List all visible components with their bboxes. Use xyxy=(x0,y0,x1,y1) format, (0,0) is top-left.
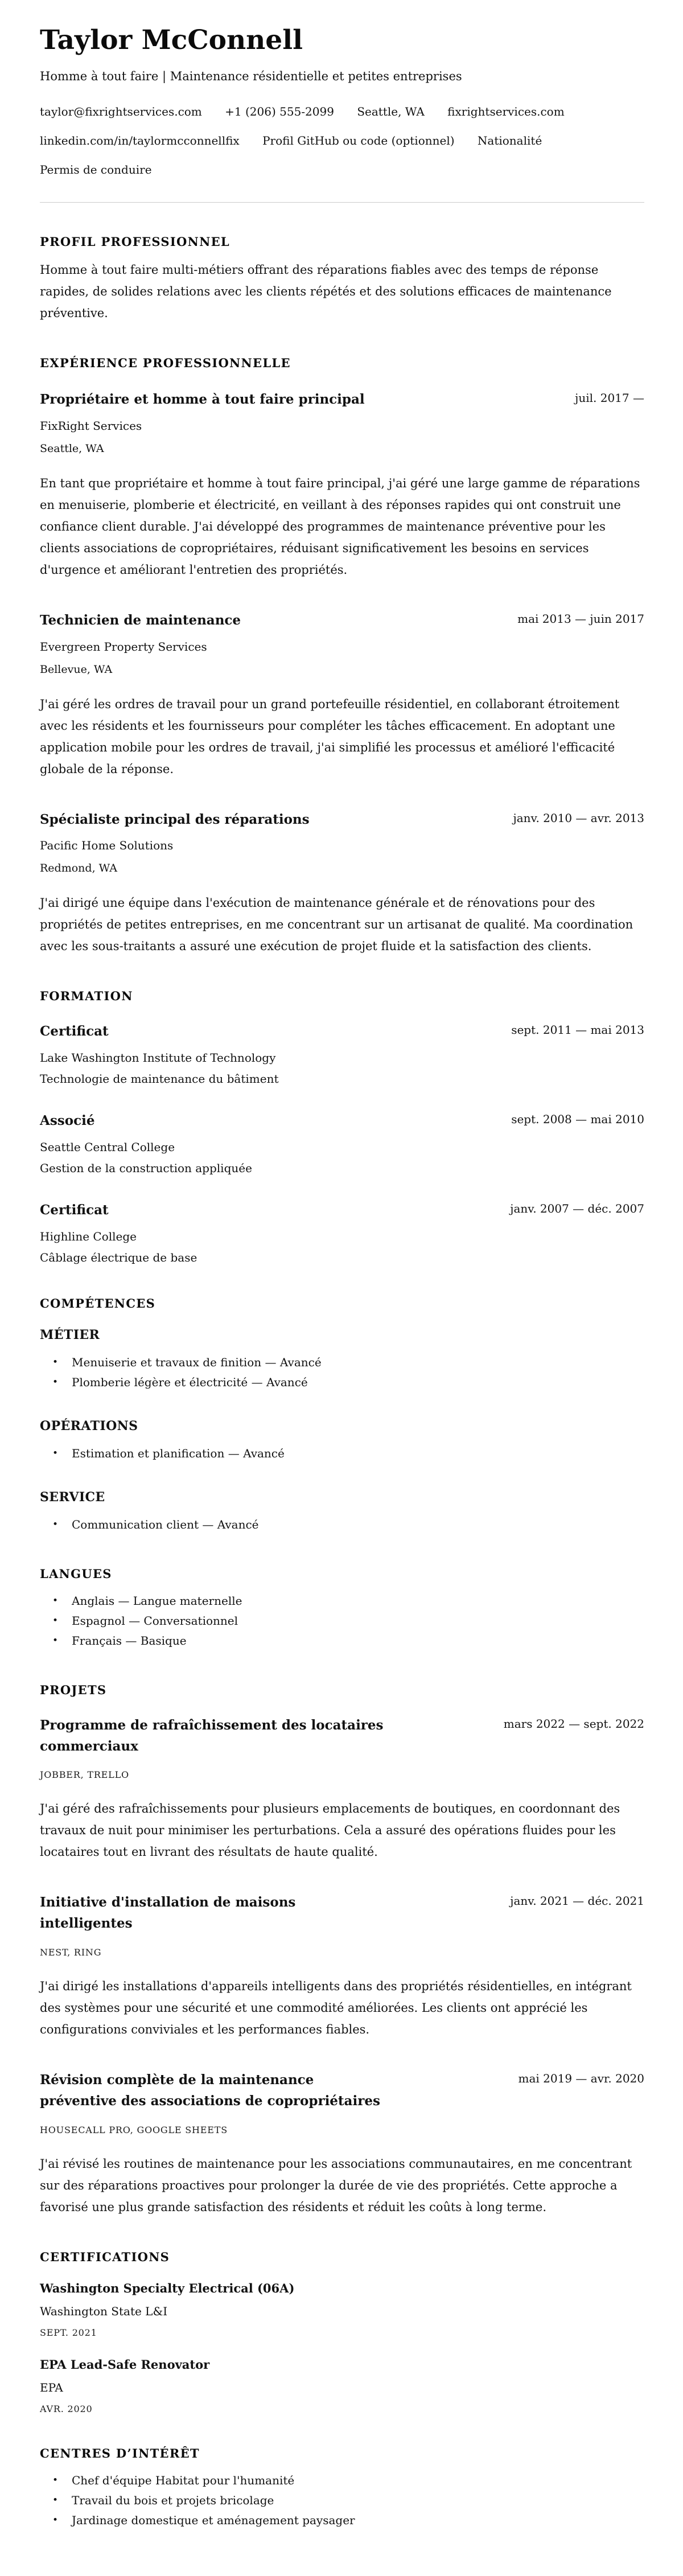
education-dates: janv. 2007 — déc. 2007 xyxy=(510,1202,644,1216)
contact-location: Seattle, WA xyxy=(357,105,425,119)
education-dates: sept. 2011 — mai 2013 xyxy=(511,1023,644,1037)
certification-date: SEPT. 2021 xyxy=(40,2327,97,2338)
job-header xyxy=(40,610,644,631)
section-title-experience: EXPÉRIENCE PROFESSIONNELLE xyxy=(40,356,291,371)
degree: Associé xyxy=(40,1113,95,1129)
project-dates: janv. 2021 — déc. 2021 xyxy=(510,1894,644,1908)
skill-item: • Communication client — Avancé xyxy=(40,1515,644,1535)
job-company: Evergreen Property Services xyxy=(40,639,207,654)
job-location: Seattle, WA xyxy=(40,442,104,455)
contact-nationality: Nationalité xyxy=(477,134,542,148)
section-title-education: FORMATION xyxy=(40,989,133,1004)
job-dates: mai 2013 — juin 2017 xyxy=(517,611,644,626)
field-of-study: Gestion de la construction appliquée xyxy=(40,1161,252,1176)
interest-item: • Jardinage domestique et aménagement paysager xyxy=(40,2511,644,2530)
education-header xyxy=(40,1200,644,1221)
section-languages xyxy=(40,1567,644,1651)
job-location: Redmond, WA xyxy=(40,862,117,875)
skill-item: • Estimation et planification — Avancé xyxy=(40,1444,644,1464)
job-location: Bellevue, WA xyxy=(40,663,113,676)
certification-issuer: EPA xyxy=(40,2380,63,2394)
skill-list xyxy=(40,1353,644,1392)
project-description: J'ai révisé les routines de maintenance pour les associations communautaires, en me concentrant sur des réparations proactives pour prolonger la durée de vie des propriétés. Cette approche a favorisé une plus grande satisfaction des résidents et réduit les coûts à long terme. xyxy=(40,2156,632,2214)
section-profile xyxy=(40,235,644,324)
certification-name: EPA Lead-Safe Renovator xyxy=(40,2357,210,2372)
job-header xyxy=(40,810,644,831)
project-header xyxy=(40,2070,644,2112)
skill-group xyxy=(40,1490,644,1535)
interest-item: • Chef d'équipe Habitat pour l'humanité xyxy=(40,2471,644,2491)
project-dates: mars 2022 — sept. 2022 xyxy=(503,1716,644,1731)
certification-date: AVR. 2020 xyxy=(40,2403,93,2414)
section-projects xyxy=(40,1683,644,2218)
field-of-study: Câblage électrique de base xyxy=(40,1250,198,1264)
interest-item: • Travail du bois et projets bricolage xyxy=(40,2491,644,2511)
contact-row-3 xyxy=(40,163,644,176)
project-description: J'ai géré des rafraîchissements pour plusieurs emplacements de boutiques, en coordonnant des travaux de nuit pour minimiser les perturbations. Cela a assuré des opérations fluides pour les locataires tout en livrant des résultats de haute qualité. xyxy=(40,1802,620,1859)
contact-row-1 xyxy=(40,105,644,118)
job-description: J'ai dirigé une équipe dans l'exécution de maintenance générale et de rénovations pour des propriétés de petites entreprises, en me concentrant sur un artisanat de qualité. Ma coordination avec les sous-traitants a assuré une exécution de projet fluide et la satisfaction des clients. xyxy=(40,896,633,954)
job-company: Pacific Home Solutions xyxy=(40,839,174,853)
certification-entry xyxy=(40,2357,644,2414)
school: Lake Washington Institute of Technology xyxy=(40,1051,276,1065)
certification-issuer: Washington State L&I xyxy=(40,2304,168,2318)
section-title-interests: CENTRES D’INTÉRÊT xyxy=(40,2446,200,2460)
job-dates: janv. 2010 — avr. 2013 xyxy=(513,811,644,825)
header-divider xyxy=(40,202,644,203)
section-title-profile: PROFIL PROFESSIONNEL xyxy=(40,235,230,249)
project-title: Révision complète de la maintenance préventive des associations de copropriétaires xyxy=(40,2072,380,2109)
section-title-projects: PROJETS xyxy=(40,1682,107,1697)
degree: Certificat xyxy=(40,1202,109,1218)
section-experience xyxy=(40,356,644,957)
education-dates: sept. 2008 — mai 2010 xyxy=(511,1112,644,1127)
skill-list xyxy=(40,1444,644,1464)
language-item: • Anglais — Langue maternelle xyxy=(40,1591,644,1611)
degree: Certificat xyxy=(40,1024,109,1040)
tagline: Homme à tout faire | Maintenance résidentielle et petites entreprises xyxy=(40,69,462,84)
skill-item: • Menuiserie et travaux de finition — Avancé xyxy=(40,1353,644,1373)
project-title: Programme de rafraîchissement des locataires commerciaux xyxy=(40,1717,384,1754)
job-entry xyxy=(40,810,644,958)
page-title: Taylor McConnell xyxy=(40,24,303,56)
contact-email: taylor@fixrightservices.com xyxy=(40,105,202,119)
skill-group-name: SERVICE xyxy=(40,1489,105,1505)
skill-group-name: OPÉRATIONS xyxy=(40,1418,138,1433)
skill-list xyxy=(40,1515,644,1535)
certification-name: Washington Specialty Electrical (06A) xyxy=(40,2281,295,2295)
section-title-certifications: CERTIFICATIONS xyxy=(40,2249,170,2264)
job-title: Spécialiste principal des réparations xyxy=(40,811,310,827)
profile-text: Homme à tout faire multi-métiers offrant des réparations fiables avec des temps de réponse rapides, de solides relations avec les clients répétés et des solutions efficaces de maintenance préventive. xyxy=(40,263,612,321)
skill-group xyxy=(40,1419,644,1464)
language-item: • Espagnol — Conversationnel xyxy=(40,1611,644,1631)
section-interests xyxy=(40,2446,644,2530)
project-entry xyxy=(40,1892,644,2040)
job-dates: juil. 2017 — xyxy=(575,391,644,405)
section-skills xyxy=(40,1296,644,1535)
section-education xyxy=(40,989,644,1264)
job-title: Technicien de maintenance xyxy=(40,612,241,628)
section-title-skills: COMPÉTENCES xyxy=(40,1296,156,1310)
project-title: Initiative d'installation de maisons intelligentes xyxy=(40,1895,296,1932)
project-entry xyxy=(40,1715,644,1863)
job-title: Propriétaire et homme à tout faire principal xyxy=(40,392,365,408)
certification-entry xyxy=(40,2281,644,2338)
project-description: J'ai dirigé les installations d'appareils intelligents dans des propriétés résidentielles, en intégrant des systèmes pour une sécurité et une commodité améliorées. Les clients ont apprécié les configurations conviviales et les performances fiables. xyxy=(40,1979,632,2037)
project-dates: mai 2019 — avr. 2020 xyxy=(518,2072,644,2086)
job-description: En tant que propriétaire et homme à tout faire principal, j'ai géré une large gamme de réparations en menuiserie, plomberie et électricité, en veillant à des réponses rapides qui ont construit une confiance client durable. J'ai développé des programmes de maintenance préventive pour les clients associations de copropriétaires, réduisant significativement les besoins en services d'urgence et améliorant l'entretien des propriétés. xyxy=(40,476,640,577)
section-certifications xyxy=(40,2250,644,2414)
education-entry xyxy=(40,1111,644,1175)
project-tools: NEST, RING xyxy=(40,1947,102,1958)
education-header xyxy=(40,1021,644,1042)
job-header xyxy=(40,389,644,410)
project-header xyxy=(40,1715,644,1757)
contact-row-2 xyxy=(40,134,644,147)
education-entry xyxy=(40,1200,644,1264)
school: Seattle Central College xyxy=(40,1140,175,1155)
project-entry xyxy=(40,2070,644,2218)
section-title-languages: LANGUES xyxy=(40,1566,112,1581)
job-entry xyxy=(40,389,644,581)
contact-phone: +1 (206) 555-2099 xyxy=(225,105,334,119)
project-header xyxy=(40,1892,644,1934)
field-of-study: Technologie de maintenance du bâtiment xyxy=(40,1072,279,1086)
project-tools: JOBBER, TRELLO xyxy=(40,1769,129,1781)
contact-website: fixrightservices.com xyxy=(447,105,565,119)
job-entry xyxy=(40,610,644,780)
skill-item: • Plomberie légère et électricité — Avancé xyxy=(40,1373,644,1392)
skill-group xyxy=(40,1328,644,1392)
job-company: FixRight Services xyxy=(40,418,142,433)
contact-linkedin: linkedin.com/in/taylormcconnellfix xyxy=(40,134,240,148)
skill-group-name: MÉTIER xyxy=(40,1327,100,1342)
language-list xyxy=(40,1591,644,1651)
contact-driving-license: Permis de conduire xyxy=(40,163,152,177)
education-header xyxy=(40,1111,644,1132)
job-description: J'ai géré les ordres de travail pour un grand portefeuille résidentiel, en collaborant étroitement avec les résidents et les fournisseurs pour compléter les tâches efficacement. En adoptant une application mobile pour les ordres de travail, j'ai simplifié les processus et amélioré l'efficacité globale de la réponse. xyxy=(40,697,620,776)
project-tools: HOUSECALL PRO, GOOGLE SHEETS xyxy=(40,2124,228,2135)
contact-github: Profil GitHub ou code (optionnel) xyxy=(262,134,455,148)
school: Highline College xyxy=(40,1229,137,1243)
language-item: • Français — Basique xyxy=(40,1631,644,1651)
interest-list xyxy=(40,2471,644,2530)
education-entry xyxy=(40,1021,644,1086)
